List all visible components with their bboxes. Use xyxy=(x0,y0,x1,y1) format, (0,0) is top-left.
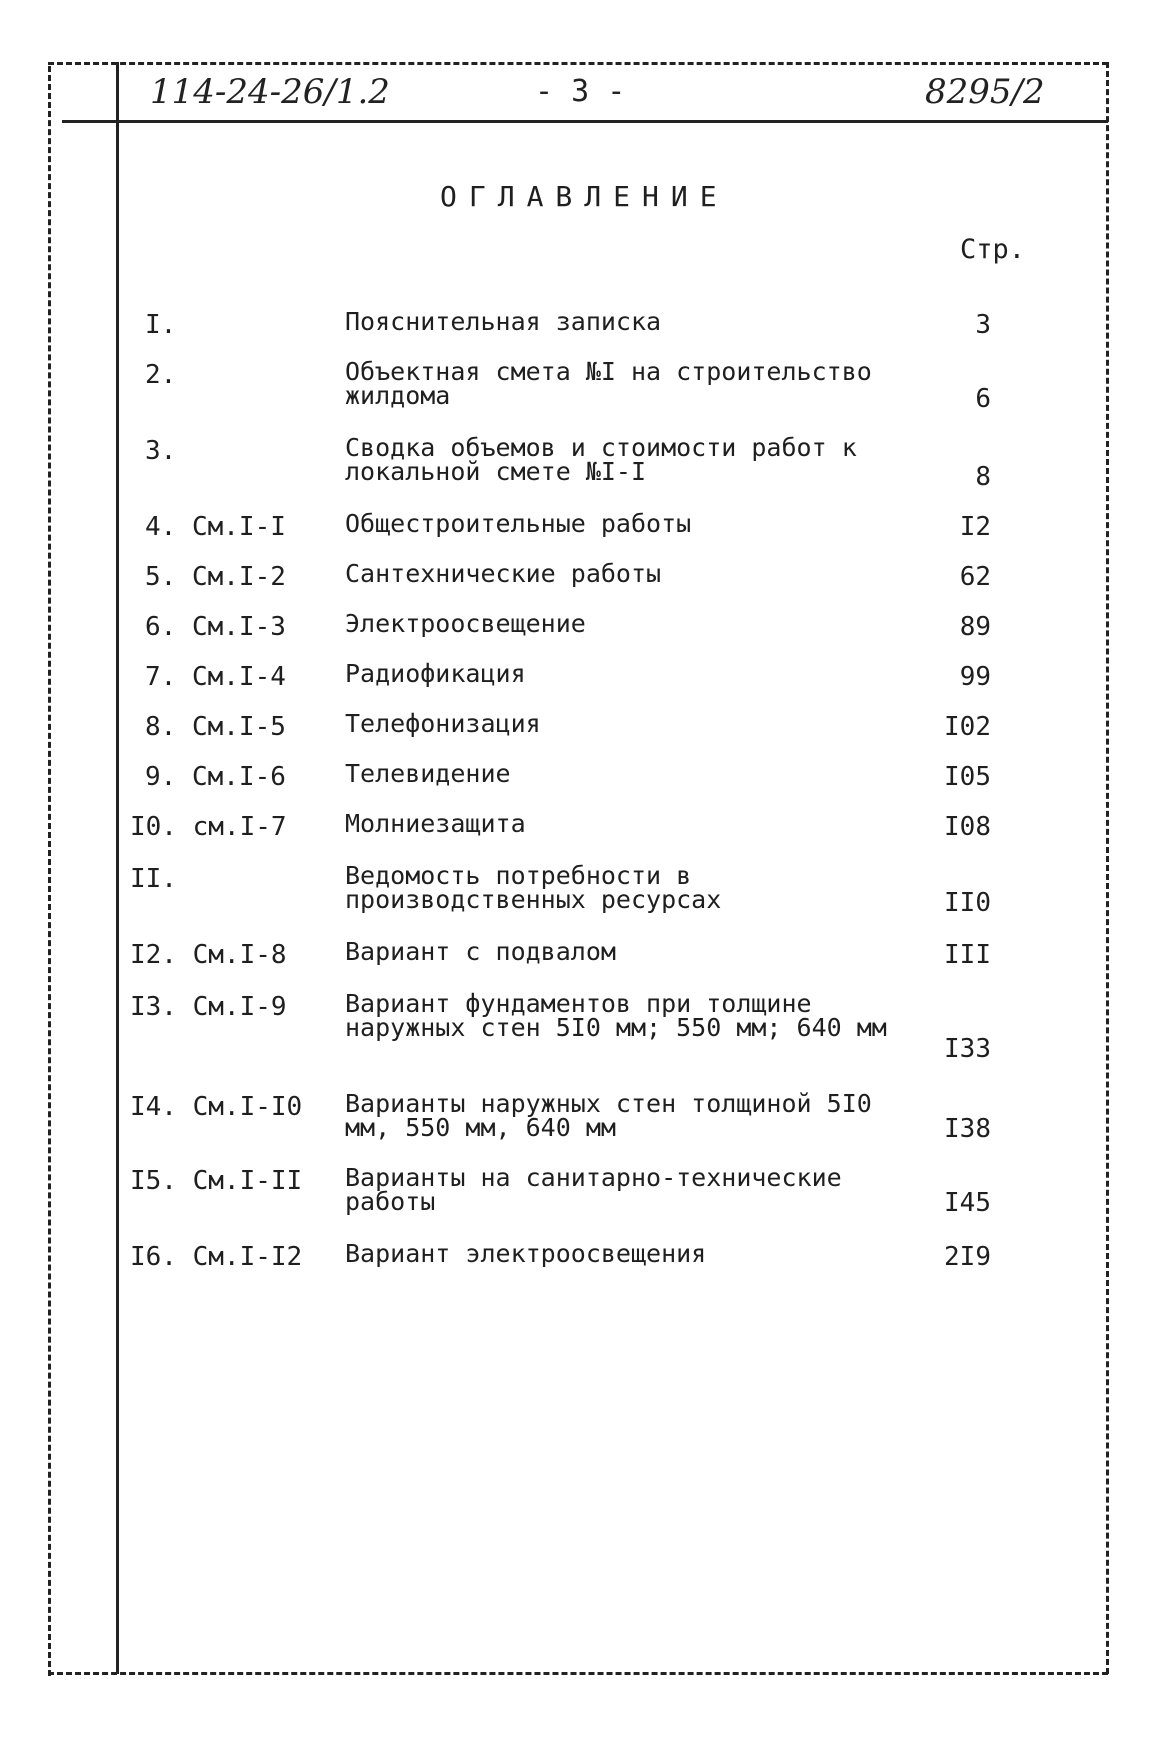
toc-entry-title: Вариант фундаментов при толщине наружных стен 5I0 мм; 550 мм; 640 мм xyxy=(345,989,887,1042)
toc-entry-number: 4. См.I-I xyxy=(145,512,286,542)
toc-entry-title: Телефонизация xyxy=(345,709,541,738)
toc-entry-title: Варианты наружных стен толщиной 5I0 мм, 550 мм, 640 мм xyxy=(345,1089,872,1142)
toc-entry-page: III xyxy=(944,940,991,970)
toc-entry-number: 7. См.I-4 xyxy=(145,662,286,692)
archive-number: 8295/2 xyxy=(925,72,1045,112)
toc-entry-title: Телевидение xyxy=(345,759,511,788)
page-column-label: Стр. xyxy=(960,234,1026,265)
toc-entry-number: I5. См.I-II xyxy=(130,1166,303,1196)
toc-entry-title: Пояснительная записка xyxy=(345,307,662,336)
toc-entry-title: Радиофикация xyxy=(345,659,526,688)
toc-entry-page: I02 xyxy=(944,712,991,742)
toc-entry-page: 6 xyxy=(975,384,991,414)
toc-entry-page: 8 xyxy=(975,462,991,492)
toc-entry-number: I4. См.I-I0 xyxy=(130,1092,303,1122)
toc-entry-page: I05 xyxy=(944,762,991,792)
toc-entry-number: I0. см.I-7 xyxy=(130,812,287,842)
toc-entry-page: 2I9 xyxy=(944,1242,991,1272)
toc-entry-title: Варианты на санитарно-технические работы xyxy=(345,1163,842,1216)
toc-entry-title: Электроосвещение xyxy=(345,609,586,638)
frame-outer-left-line xyxy=(48,66,51,1676)
toc-entry-title: Сантехнические работы xyxy=(345,559,662,588)
page-title: ОГЛАВЛЕНИЕ xyxy=(440,180,729,213)
toc-entry-number: 9. См.I-6 xyxy=(145,762,286,792)
frame-right-line xyxy=(1106,62,1109,1674)
toc-entry-number: I6. См.I-I2 xyxy=(130,1242,303,1272)
toc-entry-number: 6. См.I-3 xyxy=(145,612,286,642)
toc-entry-number: 3. xyxy=(145,436,177,466)
toc-entry-number: 8. См.I-5 xyxy=(145,712,286,742)
toc-entry-number: I2. См.I-8 xyxy=(130,940,287,970)
toc-entry-page: I33 xyxy=(944,1034,991,1064)
toc-entry-title: Объектная смета №I на строительство жилдома xyxy=(345,357,872,410)
frame-header-line xyxy=(62,120,1108,123)
toc-entry-page: 89 xyxy=(959,612,991,642)
toc-entry-title: Сводка объемов и стоимости работ к локальной смете №I-I xyxy=(345,433,857,486)
page-number: - 3 - xyxy=(535,74,626,109)
toc-entry-title: Вариант электроосвещения xyxy=(345,1239,707,1268)
toc-entry-page: I08 xyxy=(944,812,991,842)
document-code: 114-24-26/1.2 xyxy=(150,72,390,112)
toc-entry-page: I45 xyxy=(944,1188,991,1218)
toc-entry-page: 3 xyxy=(975,310,991,340)
frame-bottom-line xyxy=(48,1672,1108,1675)
toc-entry-page: 99 xyxy=(959,662,991,692)
toc-entry-number: 2. xyxy=(145,360,177,390)
toc-entry-number: II. xyxy=(130,864,177,894)
frame-top-line xyxy=(48,62,1108,65)
frame-inner-left-line xyxy=(116,62,119,1674)
toc-entry-page: I38 xyxy=(944,1114,991,1144)
toc-entry-number: I. xyxy=(145,310,177,340)
toc-entry-page: II0 xyxy=(944,888,991,918)
toc-entry-page: 62 xyxy=(959,562,991,592)
toc-entry-page: I2 xyxy=(959,512,991,542)
toc-entry-number: 5. См.I-2 xyxy=(145,562,286,592)
toc-entry-number: I3. См.I-9 xyxy=(130,992,287,1022)
toc-entry-title: Вариант с подвалом xyxy=(345,937,616,966)
toc-entry-title: Ведомость потребности в производственных ресурсах xyxy=(345,861,722,914)
toc-entry-title: Молниезащита xyxy=(345,809,526,838)
toc-entry-title: Общестроительные работы xyxy=(345,509,692,538)
